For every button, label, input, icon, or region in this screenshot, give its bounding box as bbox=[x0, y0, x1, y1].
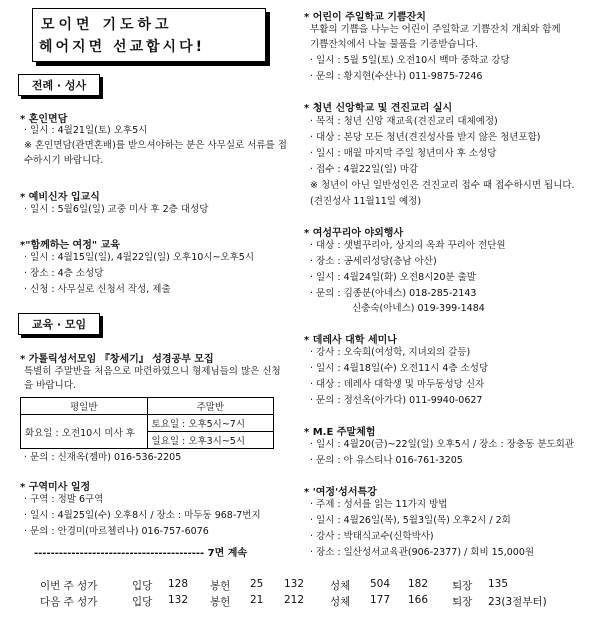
lecture-line: · 일시 : 4월26일(목), 5월3일(목) 오후2시 / 2회 bbox=[310, 515, 511, 526]
hymn-number: 212 bbox=[284, 594, 305, 606]
bible-line: 을 바랍니다. bbox=[24, 380, 76, 391]
teresa-line: · 강사 : 오숙희(여성학, 지녀외의 갈등) bbox=[310, 347, 471, 358]
teresa-line: · 문의 : 정선옥(아가다) 011-9940-0627 bbox=[310, 395, 483, 406]
hymn-label-entrance: 입당 bbox=[132, 596, 153, 608]
marriage-title: * 혼인면담 bbox=[20, 114, 68, 125]
hymn-number: 21 bbox=[250, 594, 264, 606]
youth-line: · 대상 : 본당 모든 청년(견진성사를 받지 않은 청년포함) bbox=[310, 132, 541, 143]
bible-title: * 가톨릭성서모임 『창세기』 성경공부 모집 bbox=[20, 354, 214, 365]
youth-line: · 접수 : 4월22일(일) 마감 bbox=[310, 164, 419, 175]
district-line: · 일시 : 4월25일(수) 오후8시 / 장소 : 마두동 968-7번지 bbox=[24, 510, 261, 521]
hymn-number: 132 bbox=[168, 594, 189, 606]
hymn-number: 177 bbox=[370, 594, 391, 606]
bible-line: 특별히 주말반을 처음으로 마련하였으니 형제님들의 많은 신청 bbox=[24, 366, 281, 377]
me-line: · 문의 : 아 유스티나 016-761-3205 bbox=[310, 455, 463, 466]
teresa-line: · 대상 : 데레사 대학생 및 마두동성당 신자 bbox=[310, 379, 485, 390]
hymn-number: 128 bbox=[168, 578, 189, 590]
schedule-cell-sunday: 일요일 : 오후3시~5시 bbox=[147, 432, 274, 449]
hymn-number: 135 bbox=[488, 578, 509, 590]
me-line: · 일시 : 4월20(금)~22일(일) 오후5시 / 장소 : 장충동 분도회관 bbox=[310, 439, 575, 450]
district-line: · 문의 : 안경미(마르첼리나) 016-757-6076 bbox=[24, 526, 209, 537]
hymn-label-communion: 성체 bbox=[330, 580, 351, 592]
marriage-line: 수하시기 바랍니다. bbox=[24, 155, 104, 166]
children-line: 부활의 기쁨을 나누는 어린이 주일학교 기쁨잔치 개최와 함께 bbox=[310, 24, 561, 35]
journey-line: · 신청 : 사무실로 신청서 작성, 제출 bbox=[24, 284, 171, 295]
children-title: * 어린이 주일학교 기쁨잔치 bbox=[304, 12, 426, 23]
continued-note: ----------------------------------------- 7면 계속 bbox=[34, 548, 248, 559]
teresa-title: * 데레사 대학 세미나 bbox=[304, 335, 397, 346]
hymn-label-offertory: 봉헌 bbox=[210, 596, 231, 608]
hymn-number: 23(3절부터) bbox=[488, 596, 547, 608]
teresa-line: · 일시 : 4월18일(수) 오전11시 4층 소성당 bbox=[310, 363, 489, 374]
hymn-row-label: 이번 주 성가 bbox=[40, 580, 98, 592]
women-line: · 대상 : 샛별꾸리아, 상지의 옥좌 꾸리아 전단원 bbox=[310, 240, 506, 251]
marriage-line: ※ 혼인면담(관면혼배)를 받으셔야하는 분은 사무실로 서류를 접 bbox=[24, 140, 287, 151]
hymn-label-recessional: 퇴장 bbox=[452, 580, 473, 592]
hymn-label-offertory: 봉헌 bbox=[210, 580, 231, 592]
women-line: · 장소 : 공세리성당(충남 아산) bbox=[310, 256, 437, 267]
precat-line: · 일시 : 5월6일(일) 교중 미사 후 2층 대성당 bbox=[24, 204, 209, 215]
youth-line: ※ 청년이 아닌 일반성인은 견진교리 접수 때 접수하시면 됩니다. bbox=[310, 180, 575, 191]
hymn-label-recessional: 퇴장 bbox=[452, 596, 473, 608]
schedule-header-weekday: 평일반 bbox=[21, 398, 148, 415]
women-line: 신충숙(아네스) 019-399-1484 bbox=[352, 303, 485, 314]
women-line: · 문의 : 김종분(아네스) 018-285-2143 bbox=[310, 288, 477, 299]
bible-schedule-table bbox=[20, 397, 274, 449]
district-line: · 구역 : 정발 6구역 bbox=[24, 494, 104, 505]
youth-title: * 청년 신앙학교 및 견진교리 실시 bbox=[304, 103, 453, 114]
lecture-line: · 강사 : 박태식교수(신학박사) bbox=[310, 531, 434, 542]
hymn-number: 166 bbox=[408, 594, 429, 606]
bible-contact: · 문의 : 신재옥(젬마) 016-536-2205 bbox=[24, 452, 182, 463]
precat-title: * 예비신자 입교식 bbox=[20, 192, 100, 203]
motto-line-2: 헤어지면 선교합시다! bbox=[39, 39, 205, 55]
section-header-education: 교육 · 모임 bbox=[18, 313, 100, 335]
district-title: * 구역미사 일정 bbox=[20, 482, 91, 493]
hymn-label-entrance: 입당 bbox=[132, 580, 153, 592]
hymn-label-communion: 성체 bbox=[330, 596, 351, 608]
children-line: · 일시 : 5월 5일(토) 오전10시 백마 중학교 강당 bbox=[310, 55, 510, 66]
children-line: 기쁨잔치에서 나눌 물품을 기증받습니다. bbox=[310, 39, 479, 50]
hymn-number: 25 bbox=[250, 578, 264, 590]
marriage-line: · 일시 : 4월21일(토) 오후5시 bbox=[24, 125, 148, 136]
women-line: · 일시 : 4월24일(화) 오전8시20분 출발 bbox=[310, 272, 476, 283]
lecture-line: · 장소 : 일산성서교육관(906-2377) / 회비 15,000원 bbox=[310, 547, 535, 558]
children-line: · 문의 : 황지현(수산나) 011-9875-7246 bbox=[310, 71, 483, 82]
journey-title: *"함께하는 여정" 교육 bbox=[20, 240, 120, 251]
hymn-number: 504 bbox=[370, 578, 391, 590]
motto-line-1: 모이면 기도하고 bbox=[41, 17, 173, 33]
schedule-header-weekend: 주말반 bbox=[147, 398, 274, 415]
journey-line: · 일시 : 4월15일(일), 4월22일(일) 오후10시~오후5시 bbox=[24, 252, 255, 263]
schedule-cell-weekday: 화요일 : 오전10시 미사 후 bbox=[21, 415, 148, 449]
hymn-row-label: 다음 주 성가 bbox=[40, 596, 98, 608]
youth-line: · 일시 : 매월 마지막 주일 청년미사 후 소성당 bbox=[310, 148, 497, 159]
women-title: * 여성꾸리아 야외행사 bbox=[304, 228, 404, 239]
hymn-number: 132 bbox=[284, 578, 305, 590]
section-header-rites: 전례 · 성사 bbox=[18, 74, 100, 96]
journey-line: · 장소 : 4층 소성당 bbox=[24, 268, 104, 279]
lecture-title: * '여정'성서특강 bbox=[304, 487, 377, 498]
youth-line: (견진성사 11월11일 예정) bbox=[310, 196, 422, 207]
youth-line: · 목적 : 청년 신앙 재교육(견진교리 대체예정) bbox=[310, 116, 498, 127]
hymn-number: 182 bbox=[408, 578, 429, 590]
motto-banner bbox=[32, 8, 266, 62]
me-title: * M.E 주말체험 bbox=[304, 427, 376, 438]
schedule-cell-saturday: 토요일 : 오후5시~7시 bbox=[147, 415, 274, 432]
lecture-line: · 주제 : 성서를 읽는 11가지 방법 bbox=[310, 499, 448, 510]
